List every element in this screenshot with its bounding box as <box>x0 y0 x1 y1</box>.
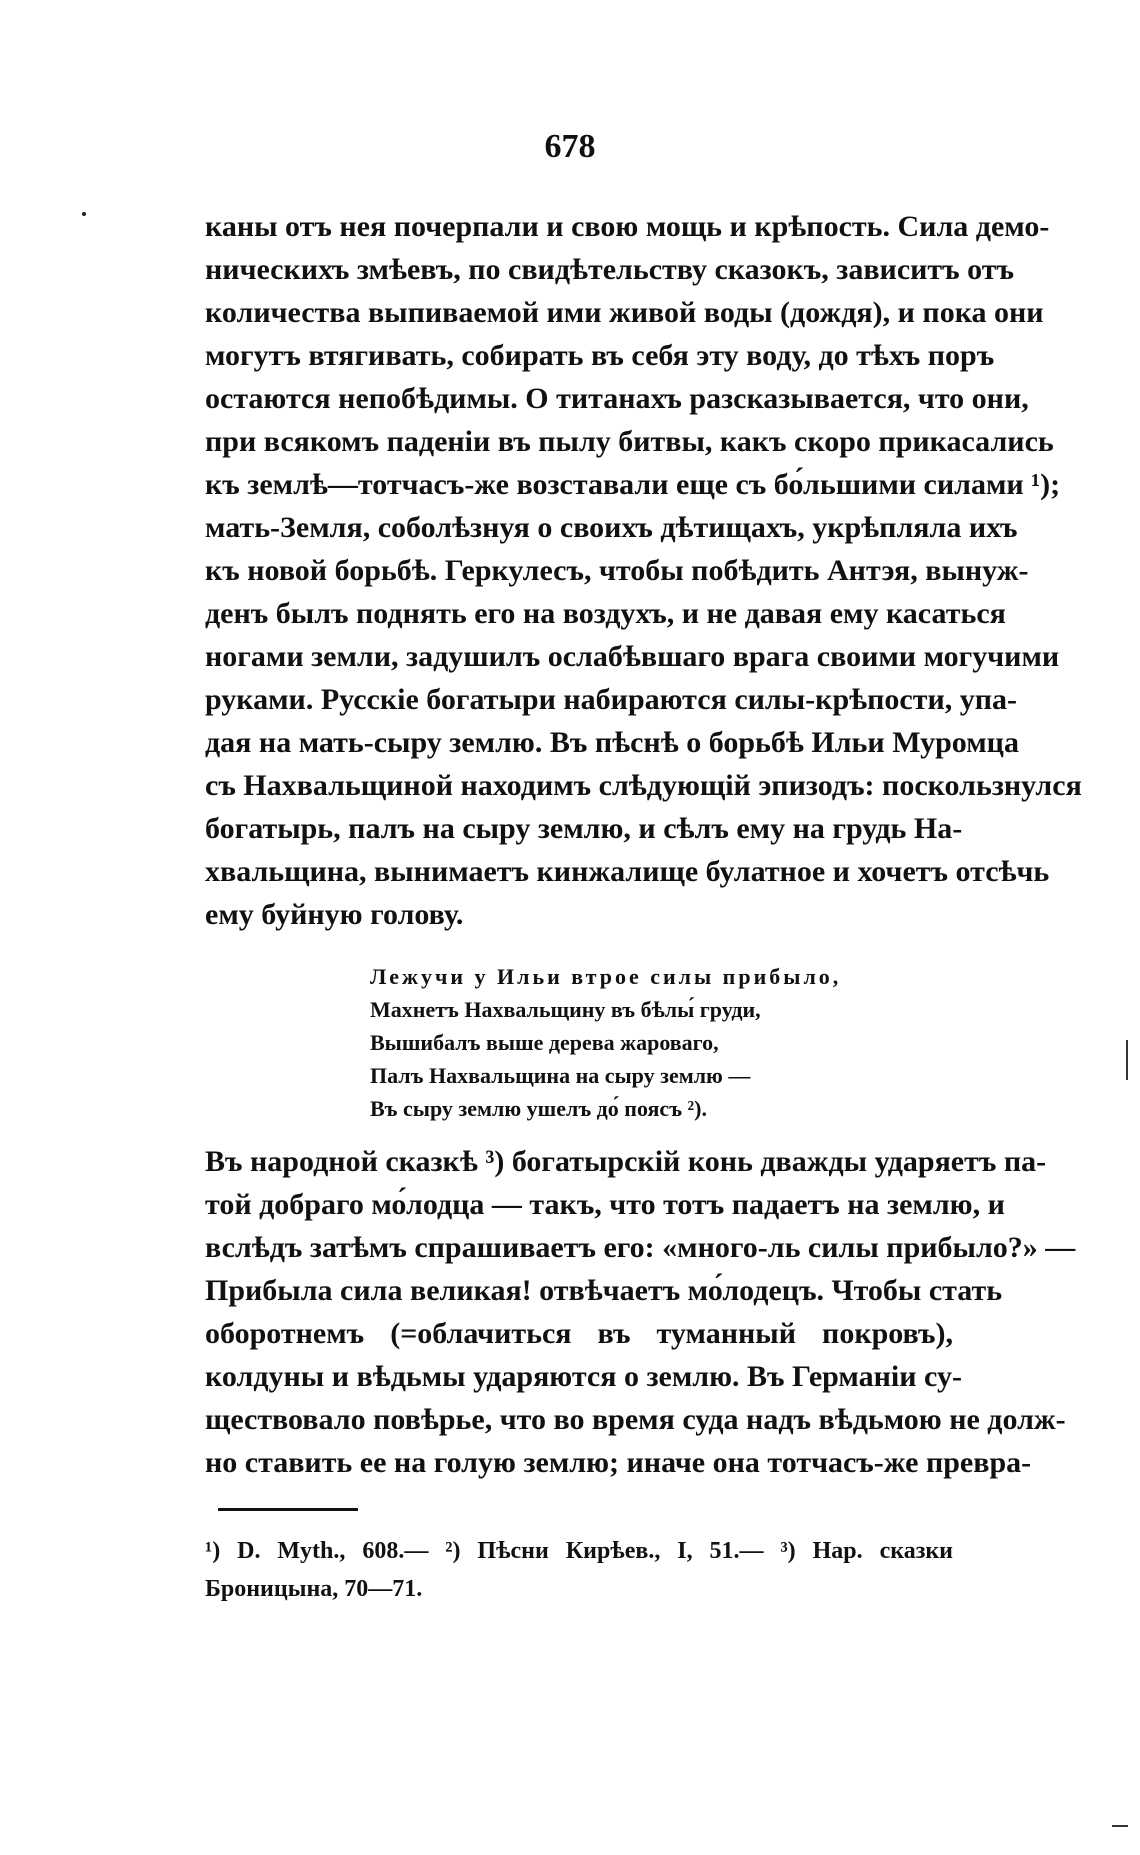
text-line: каны отъ нея почерпали и свою мощь и крѣпость. Сила демо- <box>205 210 1050 243</box>
text-line: съ Нахвальщиной находимъ слѣдующій эпизодъ: поскользнулся <box>205 769 1082 802</box>
text-line: но ставить ее на голую землю; иначе она тотчасъ-же превра- <box>205 1446 1032 1479</box>
text-line: денъ былъ поднять его на воздухъ, и не давая ему касаться <box>205 597 1006 630</box>
text-line: къ новой борьбѣ. Геркулесъ, чтобы побѣдить Антэя, вынуж- <box>205 554 1029 587</box>
text-line: къ землѣ—тотчасъ-же возставали еще съ бо́льшими силами ¹); <box>205 468 1061 501</box>
text-line: мать-Земля, соболѣзнуя о своихъ дѣтищахъ, укрѣпляла ихъ <box>205 511 1018 544</box>
text-line: хвальщина, вынимаетъ кинжалище булатное и хочетъ отсѣчь <box>205 855 1050 888</box>
footnote-line: Броницына, 70—71. <box>205 1576 423 1602</box>
page-number: 678 <box>544 128 596 165</box>
text-line: богатырь, палъ на сыру землю, и сѣлъ ему на грудь На- <box>205 812 963 845</box>
verse-line: Палъ Нахвальщина на сыру землю — <box>370 1063 751 1088</box>
text-line: ществовало повѣрье, что во время суда надъ вѣдьмою не долж- <box>205 1403 1066 1436</box>
text-line: могутъ втягивать, собирать въ себя эту воду, до тѣхъ поръ <box>205 339 995 372</box>
text-line: Въ народной сказкѣ ³) богатырскій конь дважды ударяетъ па- <box>205 1145 1047 1178</box>
margin-speck <box>82 212 86 216</box>
text-line: руками. Русскіе богатыри набираются силы-крѣпости, упа- <box>205 683 1018 716</box>
verse-line: Въ сыру землю ушелъ до́ поясъ ²). <box>370 1096 707 1121</box>
footnote-divider <box>218 1508 358 1511</box>
verse-line: Лежучи у Ильи втрое силы прибыло, <box>370 964 842 989</box>
text-line: ническихъ змѣевъ, по свидѣтельству сказокъ, зависитъ отъ <box>205 253 1014 286</box>
text-line: количества выпиваемой ими живой воды (дождя), и пока они <box>205 296 1044 329</box>
verse-quotation <box>370 960 841 1125</box>
paragraph-second <box>205 1140 1076 1484</box>
text-line: дая на мать-сыру землю. Въ пѣснѣ о борьбѣ Ильи Муромца <box>205 726 1019 759</box>
text-line: оборотнемъ (=облачиться въ туманный покровъ), <box>205 1317 953 1350</box>
text-line: ему буйную голову. <box>205 898 464 931</box>
corner-mark <box>1112 1825 1128 1827</box>
footnote-line: ¹) D. Myth., 608.— ²) Пѣсни Кирѣев., I, 51.— ³) Нар. сказки <box>205 1538 953 1564</box>
verse-line: Махнетъ Нахвальщину въ бѣлы́ груди, <box>370 997 761 1022</box>
footnotes <box>205 1532 953 1608</box>
text-line: при всякомъ паденіи въ пылу битвы, какъ скоро прикасались <box>205 425 1054 458</box>
text-line: колдуны и вѣдьмы ударяются о землю. Въ Германіи су- <box>205 1360 962 1393</box>
text-line: той добраго мо́лодца — такъ, что тотъ падаетъ на землю, и <box>205 1188 1005 1221</box>
verse-line: Вышибалъ выше дерева жароваго, <box>370 1030 719 1055</box>
paragraph-main <box>205 205 1082 936</box>
text-line: ногами земли, задушилъ ослабѣвшаго врага своими могучими <box>205 640 1060 673</box>
text-line: вслѣдъ затѣмъ спрашиваетъ его: «много-ль силы прибыло?» — <box>205 1231 1076 1264</box>
margin-mark <box>1126 1040 1128 1080</box>
text-line: остаются непобѣдимы. О титанахъ разсказывается, что они, <box>205 382 1029 415</box>
text-line: Прибыла сила великая! отвѣчаетъ мо́лодецъ. Чтобы стать <box>205 1274 1003 1307</box>
